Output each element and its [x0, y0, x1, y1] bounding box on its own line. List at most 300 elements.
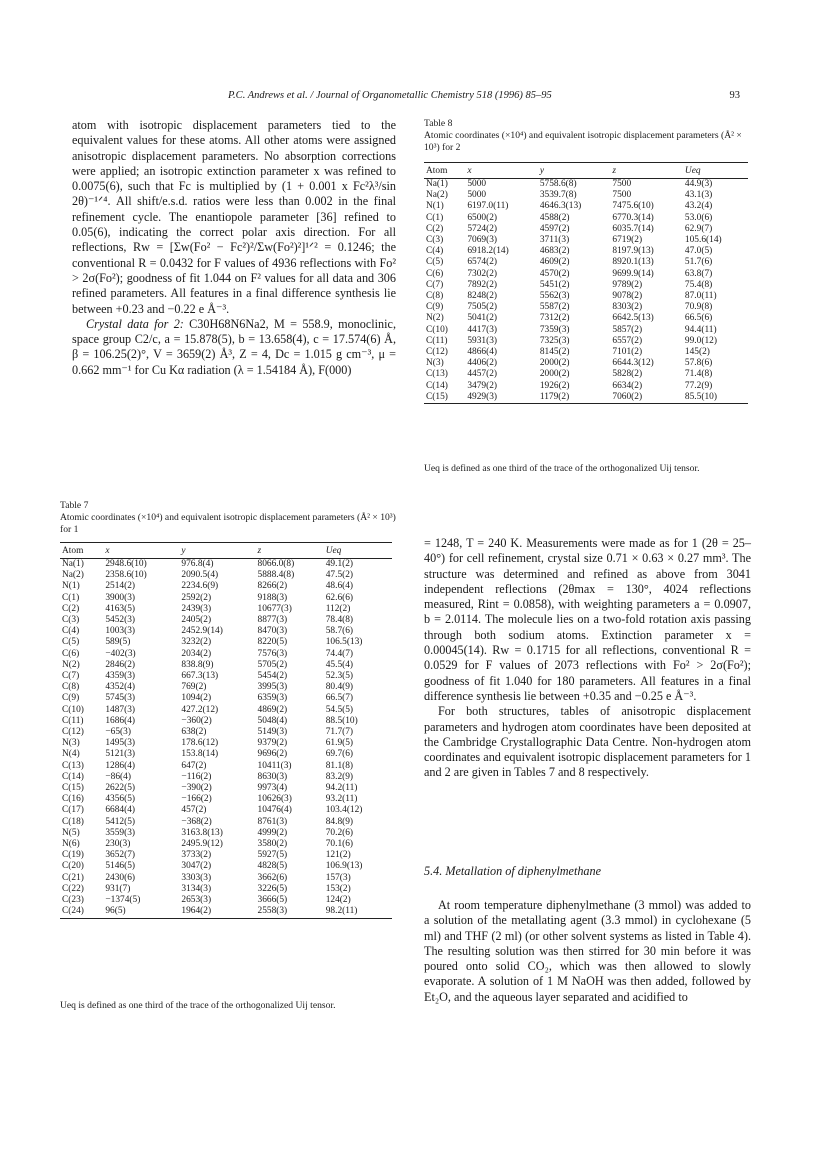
table-row — [60, 593, 392, 604]
table-cell: Na(1) — [62, 559, 84, 569]
table-cell: C(21) — [62, 872, 84, 883]
table-cell: 6684(4) — [105, 805, 136, 816]
table-cell: 53.0(6) — [684, 212, 713, 223]
table-cell: 457(2) — [181, 805, 207, 816]
table-cell: 54.5(5) — [325, 704, 354, 715]
table-cell: 157(3) — [325, 872, 351, 883]
table-row — [60, 570, 392, 581]
table-header-row — [424, 163, 748, 179]
table-cell: N(6) — [62, 839, 80, 850]
table-cell: C(3) — [62, 615, 80, 626]
table-row — [60, 637, 392, 648]
table-row — [60, 738, 392, 749]
table-cell: 3580(2) — [257, 839, 288, 850]
table-cell: 5041(2) — [467, 313, 498, 324]
table-cell: 5857(2) — [612, 324, 643, 335]
table-row — [60, 817, 392, 828]
table-cell: 9078(2) — [612, 291, 643, 302]
table-cell: 78.4(8) — [325, 615, 354, 626]
table-header-row — [60, 543, 392, 559]
table-row — [60, 660, 392, 671]
table-row — [424, 369, 748, 380]
table-cell: N(3) — [62, 738, 80, 749]
table-cell: Na(2) — [426, 190, 448, 201]
table-cell: 976.8(4) — [181, 559, 214, 569]
table7-number: Table 7 — [60, 500, 89, 511]
table-cell: 48.6(4) — [325, 581, 354, 592]
table-cell: 5705(2) — [257, 659, 288, 670]
table-cell: N(2) — [426, 313, 444, 324]
table-cell: 8920.1(13) — [612, 257, 654, 268]
table-cell: 49.1(2) — [325, 559, 354, 569]
table-row — [424, 325, 748, 336]
table-cell: 5931(3) — [467, 335, 498, 346]
table-cell: 5452(3) — [105, 615, 136, 626]
table-cell: 2622(5) — [105, 783, 136, 794]
table-cell: 9188(3) — [257, 592, 288, 603]
table-cell: 10677(3) — [257, 603, 292, 614]
table-cell: 8266(2) — [257, 581, 288, 592]
table-row — [60, 828, 392, 839]
table-cell: 8470(3) — [257, 626, 288, 637]
table-cell: 6634(2) — [612, 380, 643, 391]
table-cell: 75.4(8) — [684, 279, 713, 290]
table-cell: 667.3(13) — [181, 671, 219, 682]
table-cell: 3666(5) — [257, 895, 288, 906]
table-cell: C(13) — [62, 760, 84, 771]
column-header: Ueq — [324, 543, 392, 559]
table-cell: 6500(2) — [467, 212, 498, 223]
table-cell: 230(3) — [105, 839, 131, 850]
table-cell: 1094(2) — [181, 693, 212, 704]
table-cell: 10476(4) — [257, 805, 292, 816]
structure-2-paragraph: = 1248, T = 240 K. Measurements were made as for 1 (2θ = 25–40°) for cell refinement, crystal size 0.71 × 0.63 × 0.27 mm³. The structure was determined and refined as above from 3041 independent reflections (2θmax = 130°, 4024 reflections measured, Rint = 0.0858), with weighting parameters a = 0.0907, b = 2.0114. The molecule lies on a two-fold rotation axis passing through both sodium atoms. Extinction parameter x = 0.00045(14). Rw = 0.1715 for all reflections, conventional R = 0.0529 for F values of 2073 reflections with Fo² > 2σ(Fo²); goodness of fit 1.040 for 180 parameters. All features in a final difference synthesis lie between +0.35 and −0.25 e Å⁻³. — [424, 536, 751, 703]
table-cell: C(2) — [62, 603, 80, 614]
table-cell: 106.5(13) — [325, 637, 363, 648]
table-cell: 2846(2) — [105, 659, 136, 670]
table-row — [424, 313, 748, 324]
table-cell: 7892(2) — [467, 279, 498, 290]
table-cell: 2558(3) — [256, 906, 324, 918]
table-row — [60, 850, 392, 861]
table-cell: 2653(3) — [181, 895, 212, 906]
table-cell: 43.1(3) — [684, 190, 713, 201]
table-cell: N(1) — [426, 201, 444, 212]
table-cell: 10626(3) — [257, 794, 292, 805]
table-cell: 1487(3) — [105, 704, 136, 715]
column-header: x — [465, 163, 538, 179]
table-cell: C(11) — [426, 335, 448, 346]
table-cell: 70.1(6) — [325, 839, 354, 850]
table-cell: −402(3) — [105, 648, 136, 659]
table-row — [60, 604, 392, 615]
table-cell: 5048(4) — [257, 715, 288, 726]
table-cell: 8145(2) — [539, 347, 570, 358]
table-row — [60, 716, 392, 727]
table-row — [424, 201, 748, 212]
table-cell: 2592(2) — [181, 592, 212, 603]
table-cell: 47.5(2) — [325, 570, 354, 581]
table-cell: 3479(2) — [467, 380, 498, 391]
metallation-paragraph: At room temperature diphenylmethane (3 mmol) was added to a solution of the metallating agent (3.3 mmol) in cyclohexane (5 ml) and THF (2 ml) (or other solvent systems as listed in Table 4). The resulting solution was then stirred for 30 min before it was poured onto solid CO₂, which was then allowed to slowly evaporate. A solution of 1 M NaOH was then added, followed by Et₂O, and the aqueous layer separated and acidified to — [424, 898, 751, 1004]
table-cell: 121(2) — [325, 850, 351, 861]
table-cell: C(7) — [62, 671, 80, 682]
table-cell: 58.7(6) — [325, 626, 354, 637]
crystal-data-label: Crystal data for 2: — [86, 316, 184, 331]
table-cell: 8630(3) — [257, 771, 288, 782]
table-cell: 647(2) — [181, 760, 207, 771]
table-cell: C(10) — [62, 704, 84, 715]
table-cell: 4417(3) — [467, 324, 498, 335]
crystal-data-paragraph — [72, 317, 396, 378]
table-cell: 4356(5) — [105, 794, 136, 805]
table-cell: 106.9(13) — [325, 861, 363, 872]
table-cell: −1374(5) — [105, 895, 141, 906]
table-row — [60, 727, 392, 738]
table-cell: 4570(2) — [539, 268, 570, 279]
table-row — [60, 559, 392, 571]
table-cell: 2948.6(10) — [105, 559, 147, 569]
table-cell: N(2) — [62, 659, 80, 670]
table-cell: 71.7(7) — [325, 727, 354, 738]
table-cell: 9699.9(14) — [612, 268, 654, 279]
table-cell: 8877(3) — [257, 615, 288, 626]
table-row — [60, 682, 392, 693]
table-cell: 5000 — [467, 190, 487, 201]
table-cell: 45.5(4) — [325, 659, 354, 670]
table-cell: 4457(2) — [467, 369, 498, 380]
table8-caption-text: Atomic coordinates (×10⁴) and equivalent isotropic displacement parameters (Å² × 10³) for 2 — [424, 130, 742, 153]
table-row — [424, 302, 748, 313]
table-cell: 3539.7(8) — [539, 190, 577, 201]
table-row — [424, 358, 748, 369]
table-cell: 3226(5) — [257, 883, 288, 894]
table-cell: 8197.9(13) — [612, 246, 654, 257]
table-cell: 2495.9(12) — [181, 839, 223, 850]
table-cell: 7576(3) — [257, 648, 288, 659]
table-cell: 83.2(9) — [325, 771, 354, 782]
table-cell: 8220(5) — [257, 637, 288, 648]
table-row — [424, 246, 748, 257]
table-cell: C(20) — [62, 861, 84, 872]
table-cell: 99.0(12) — [684, 335, 717, 346]
table-row — [60, 861, 392, 872]
table-cell: 4999(2) — [257, 827, 288, 838]
table-row — [60, 649, 392, 660]
table-cell: N(5) — [62, 827, 80, 838]
table-row — [60, 884, 392, 895]
table-cell: N(1) — [62, 581, 80, 592]
table-cell: 2439(3) — [181, 603, 212, 614]
table-cell: 1495(3) — [105, 738, 136, 749]
table-cell: C(9) — [62, 693, 80, 704]
table-cell: 52.3(5) — [325, 671, 354, 682]
table-cell: 2234.6(9) — [181, 581, 219, 592]
table-cell: 4646.3(13) — [539, 201, 582, 212]
table-cell: 153(2) — [325, 883, 351, 894]
table-cell: 71.4(8) — [684, 369, 713, 380]
table-cell: 7505(2) — [467, 302, 498, 313]
crystal-data-text: C30H68N6Na2, M = 558.9, monoclinic, space group C2/c, a = 15.878(5), b = 13.658(4), c = 17.574(6) Å, β = 106.25(2)°, V = 3659(2) Å³, Z = 4, Dc = 1.015 g cm⁻³, μ = 0.662 mm⁻¹ for Cu Kα radiation (λ = 1.54184 Å), F(000) — [72, 316, 396, 377]
table-cell: N(4) — [62, 749, 80, 760]
table-cell: 5121(3) — [105, 749, 136, 760]
table-cell: 62.9(7) — [684, 223, 713, 234]
table-cell: 1179(2) — [538, 392, 611, 404]
table-row — [424, 347, 748, 358]
refinement-paragraph: atom with isotropic displacement parameters tied to the equivalent values for these atoms. All other atoms were assigned anisotropic displacement parameters. No absorption corrections were applied; an isotropic extinction parameter x was refined to 0.0075(6), such that Fc is multiplied by (1 + 0.001 x Fc²λ³/sin 2θ)⁻¹ᐟ⁴. All shift/e.s.d. ratios were less than 0.002 in the final refinement cycle. The enantiopole parameter [36] refined to 0.05(6), indicating the correct polar axis direction. For all reflections, Rw = [Σw(Fo² − Fc²)²/Σw(Fo²)²]¹ᐟ² = 0.1246; the conventional R = 0.0432 for F values of 4936 reflections with Fo² > 2σ(Fo²); goodness of fit 1.044 on F² values for all data and 306 refined parameters. All features in a final difference synthesis lie between +0.23 and −0.22 e Å⁻³. — [72, 118, 396, 316]
table-row — [424, 280, 748, 291]
table-cell: C(10) — [426, 324, 448, 335]
table-cell: 6574(2) — [467, 257, 498, 268]
table-cell: 62.6(6) — [325, 592, 354, 603]
table-cell: 7060(2) — [610, 392, 683, 404]
table-cell: 2000(2) — [539, 369, 570, 380]
table-cell: 4869(2) — [257, 704, 288, 715]
table-cell: 5888.4(8) — [257, 570, 295, 581]
table-cell: 66.5(6) — [684, 313, 713, 324]
column-header: y — [179, 543, 255, 559]
table-cell: 105.6(14) — [684, 235, 722, 246]
table-row — [424, 392, 748, 404]
page-number: 93 — [729, 90, 740, 101]
running-title: P.C. Andrews et al. / Journal of Organometallic Chemistry 518 (1996) 85–95 — [228, 90, 552, 101]
table-cell: 98.2(11) — [324, 906, 392, 918]
table-cell: 43.2(4) — [684, 201, 713, 212]
table-cell: 6642.5(13) — [612, 313, 654, 324]
table-cell: 88.5(10) — [325, 715, 358, 726]
table-cell: C(17) — [62, 805, 84, 816]
table-cell: 427.2(12) — [181, 704, 219, 715]
table-cell: 5745(3) — [105, 693, 136, 704]
column-header: x — [103, 543, 179, 559]
table-cell: −86(4) — [105, 771, 131, 782]
column-header: z — [610, 163, 683, 179]
table-cell: 6770.3(14) — [612, 212, 654, 223]
table-cell: Na(1) — [426, 179, 448, 189]
table-cell: 3047(2) — [181, 861, 212, 872]
table-cell: C(11) — [62, 715, 84, 726]
table-cell: 7475.6(10) — [612, 201, 654, 212]
table-cell: 51.7(6) — [684, 257, 713, 268]
table-row — [424, 291, 748, 302]
table-cell: 4359(3) — [105, 671, 136, 682]
table-cell: 5927(5) — [257, 850, 288, 861]
table-cell: 3652(7) — [105, 850, 136, 861]
table-cell: 47.0(5) — [684, 246, 713, 257]
table-cell: 9973(4) — [257, 783, 288, 794]
table-row — [60, 581, 392, 592]
table-row — [424, 224, 748, 235]
table-cell: 5587(2) — [539, 302, 570, 313]
table-row — [60, 761, 392, 772]
table-cell: 61.9(5) — [325, 738, 354, 749]
table-cell: 7500 — [612, 190, 632, 201]
table-cell: 9789(2) — [612, 279, 643, 290]
table-cell: 7500 — [612, 179, 632, 189]
table-cell: 6719(2) — [612, 235, 643, 246]
table-row — [424, 269, 748, 280]
table-cell: 8303(2) — [612, 302, 643, 313]
table-row — [60, 783, 392, 794]
table-cell: C(14) — [426, 380, 448, 391]
table-cell: C(1) — [62, 592, 80, 603]
table-cell: 2000(2) — [539, 358, 570, 369]
section-heading: 5.4. Metallation of diphenylmethane — [424, 864, 602, 878]
table7-footnote: Ueq is defined as one third of the trace of the orthogonalized Uij tensor. — [60, 1000, 336, 1011]
table-cell: 1286(4) — [105, 760, 136, 771]
table-cell: 3662(6) — [257, 872, 288, 883]
table-cell: 4866(4) — [467, 347, 498, 358]
table-cell: 2090.5(4) — [181, 570, 219, 581]
table-cell: 4828(5) — [257, 861, 288, 872]
table-cell: C(18) — [62, 816, 84, 827]
table-cell: 4163(5) — [105, 603, 136, 614]
table-cell: 4352(4) — [105, 682, 136, 693]
page-header — [60, 90, 740, 104]
table-cell: 87.0(11) — [684, 291, 717, 302]
table-row — [424, 257, 748, 268]
table-cell: 7069(3) — [467, 235, 498, 246]
table-cell: 3163.8(13) — [181, 827, 223, 838]
table-cell: 769(2) — [181, 682, 207, 693]
table-cell: 2452.9(14) — [181, 626, 223, 637]
table-cell: C(14) — [62, 771, 84, 782]
table-cell: 77.2(9) — [684, 380, 713, 391]
table-cell: 2430(6) — [105, 872, 136, 883]
table-row — [424, 235, 748, 246]
table-cell: 7101(2) — [612, 347, 643, 358]
table-cell: C(1) — [426, 212, 444, 223]
table-cell: 124(2) — [325, 895, 351, 906]
table-cell: 4609(2) — [539, 257, 570, 268]
table-cell: 9379(2) — [257, 738, 288, 749]
table-cell: 74.4(7) — [325, 648, 354, 659]
table-cell: 3232(2) — [181, 637, 212, 648]
table-cell: 66.5(7) — [325, 693, 354, 704]
table-row — [60, 749, 392, 760]
table-cell: 3559(3) — [105, 827, 136, 838]
table-cell: 931(7) — [105, 883, 131, 894]
table-cell: −368(2) — [181, 816, 212, 827]
table-cell: 2514(2) — [105, 581, 136, 592]
table-row — [424, 190, 748, 201]
table-cell: 69.7(6) — [325, 749, 354, 760]
table-row — [424, 336, 748, 347]
table-cell: C(12) — [62, 727, 84, 738]
table-cell: N(3) — [426, 358, 444, 369]
table8-number: Table 8 — [424, 118, 453, 129]
table-cell: 5828(2) — [612, 369, 643, 380]
table7-caption — [60, 500, 396, 536]
table-cell: 5451(2) — [539, 279, 570, 290]
right-column-text — [424, 536, 751, 781]
table-cell: 178.6(12) — [181, 738, 219, 749]
table7 — [60, 542, 392, 919]
table-cell: 4683(2) — [539, 246, 570, 257]
table-cell: 7302(2) — [467, 268, 498, 279]
table-row — [60, 873, 392, 884]
table-row — [60, 794, 392, 805]
table-cell: 1003(3) — [105, 626, 136, 637]
table-cell: 2405(2) — [181, 615, 212, 626]
table-cell: C(16) — [62, 794, 84, 805]
table-row — [60, 906, 392, 918]
table-row — [60, 693, 392, 704]
table8 — [424, 162, 748, 404]
table-cell: 1964(2) — [179, 906, 255, 918]
table-cell: 3303(3) — [181, 872, 212, 883]
table-row — [60, 839, 392, 850]
column-header: y — [538, 163, 611, 179]
table-cell: 2358.6(10) — [105, 570, 147, 581]
column-header: Atom — [424, 163, 465, 179]
column-header: Atom — [60, 543, 103, 559]
table-cell: 81.1(8) — [325, 760, 354, 771]
table-cell: 5562(3) — [539, 291, 570, 302]
table-cell: 2034(2) — [181, 648, 212, 659]
table-cell: 9696(2) — [257, 749, 288, 760]
table-cell: −116(2) — [181, 771, 212, 782]
table-cell: C(24) — [60, 906, 103, 918]
table-cell: 6035.7(14) — [612, 223, 654, 234]
table-cell: C(2) — [426, 223, 444, 234]
table-cell: 8066.0(8) — [257, 559, 295, 569]
table-cell: −65(3) — [105, 727, 131, 738]
table-row — [60, 615, 392, 626]
table-cell: 112(2) — [325, 603, 351, 614]
table-cell: −166(2) — [181, 794, 212, 805]
table-cell: 93.2(11) — [325, 794, 358, 805]
table-cell: 5758.6(8) — [539, 179, 577, 189]
table-cell: 5146(5) — [105, 861, 136, 872]
table-row — [424, 213, 748, 224]
left-column-text — [72, 118, 396, 378]
table-cell: 70.2(6) — [325, 827, 354, 838]
table-cell: 4588(2) — [539, 212, 570, 223]
table-cell: 838.8(9) — [181, 659, 214, 670]
table-cell: 589(5) — [105, 637, 131, 648]
table-cell: C(13) — [426, 369, 448, 380]
table-row — [60, 626, 392, 637]
table-cell: C(22) — [62, 883, 84, 894]
table-cell: 103.4(12) — [325, 805, 363, 816]
table-cell: 6557(2) — [612, 335, 643, 346]
table-cell: 3711(3) — [539, 235, 570, 246]
table-cell: 8248(2) — [467, 291, 498, 302]
table-cell: −360(2) — [181, 715, 212, 726]
table-cell: 153.8(14) — [181, 749, 219, 760]
table-row — [60, 895, 392, 906]
table-cell: C(4) — [62, 626, 80, 637]
table-cell: 80.4(9) — [325, 682, 354, 693]
table-cell: C(4) — [426, 246, 444, 257]
table-cell: 10411(3) — [257, 760, 292, 771]
table-cell: 94.2(11) — [325, 783, 358, 794]
table-cell: 6918.2(14) — [467, 246, 509, 257]
table-cell: C(5) — [62, 637, 80, 648]
table-cell: 1686(4) — [105, 715, 136, 726]
table-cell: 5000 — [467, 179, 487, 189]
table-row — [60, 705, 392, 716]
column-header: z — [256, 543, 324, 559]
table-cell: 7312(2) — [539, 313, 570, 324]
table7-caption-text: Atomic coordinates (×10⁴) and equivalent isotropic displacement parameters (Å² × 10³) for 1 — [60, 512, 396, 535]
table-cell: C(8) — [426, 291, 444, 302]
table8-caption — [424, 118, 754, 154]
table-cell: C(9) — [426, 302, 444, 313]
table-cell: 3134(3) — [181, 883, 212, 894]
table-cell: C(15) — [62, 783, 84, 794]
